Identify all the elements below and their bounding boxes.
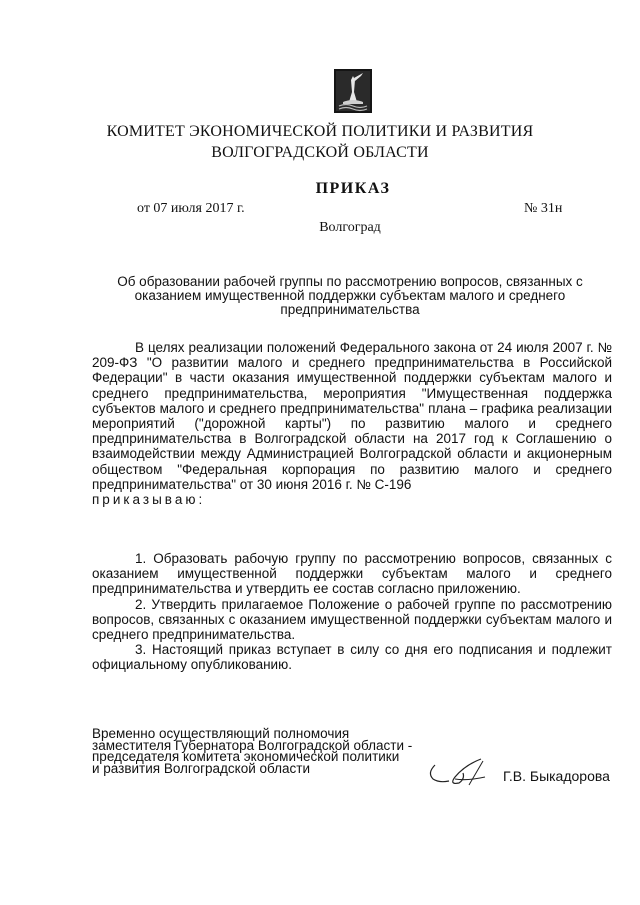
document-city: Волгоград	[319, 220, 381, 235]
order-item: 2. Утвердить прилагаемое Положение о рабочей группе по рассмотрению вопросов, связанных с оказанием имущественной поддержки субъектам малого и среднего предпринимательства.	[92, 596, 612, 643]
preamble-block	[92, 340, 612, 507]
order-item: 1. Образовать рабочую группу по рассмотрению вопросов, связанных с оказанием имущественной поддержки субъектам малого и среднего предпринимательства и утвердить ее состав согласно приложению.	[92, 551, 612, 597]
signer-position	[92, 728, 432, 774]
document-subject: Об образовании рабочей группы по рассмотрению вопросов, связанных с оказанием имущественной поддержки субъектам малого и среднего предпринимательства	[117, 274, 583, 317]
preamble-paragraph: В целях реализации положений Федерального закона от 24 июля 2007 г. № 209-ФЗ "О развитии малого и среднего предпринимательства в Российской Федерации" в части оказания имущественной поддержки субъектам малого и среднего предпринимательства, мероприятия "Имущественная поддержка субъектов малого и среднего предпринимательства" плана – графика реализации мероприятий ("дорожной карты") по развитию малого и среднего предпринимательства в Волгоградской области на 2017 год к Соглашению о взаимодействии между Администрацией Волгоградской области и акционерным обществом "Федеральная корпорация по развитию малого и среднего предпринимательства" от 30 июня 2016 г. № С-196	[92, 340, 612, 492]
document-number: № 31н	[524, 201, 563, 216]
order-items	[92, 551, 612, 673]
signer-name: Г.В. Быкадорова	[503, 768, 610, 784]
coat-of-arms-emblem	[333, 68, 373, 114]
document-type-title: ПРИКАЗ	[315, 180, 391, 197]
document-date: от 07 июля 2017 г.	[137, 201, 245, 216]
organization-name-line2: ВОЛГОГРАДСКОЙ ОБЛАСТИ	[211, 144, 429, 161]
order-item: 3. Настоящий приказ вступает в силу со дня его подписания и подлежит официальному опубликованию.	[92, 642, 612, 673]
organization-name-line1: КОМИТЕТ ЭКОНОМИЧЕСКОЙ ПОЛИТИКИ И РАЗВИТИЯ	[106, 123, 534, 140]
signer-line: председателя комитета экономической политики	[92, 749, 400, 764]
signer-line: Временно осуществляющий полномочия	[92, 726, 350, 741]
signer-line: заместителя Губернатора Волгоградской области -	[92, 737, 413, 753]
signer-line: и развития Волгоградской области	[92, 760, 310, 776]
handwritten-signature	[425, 755, 493, 795]
order-word: приказываю:	[92, 492, 206, 508]
